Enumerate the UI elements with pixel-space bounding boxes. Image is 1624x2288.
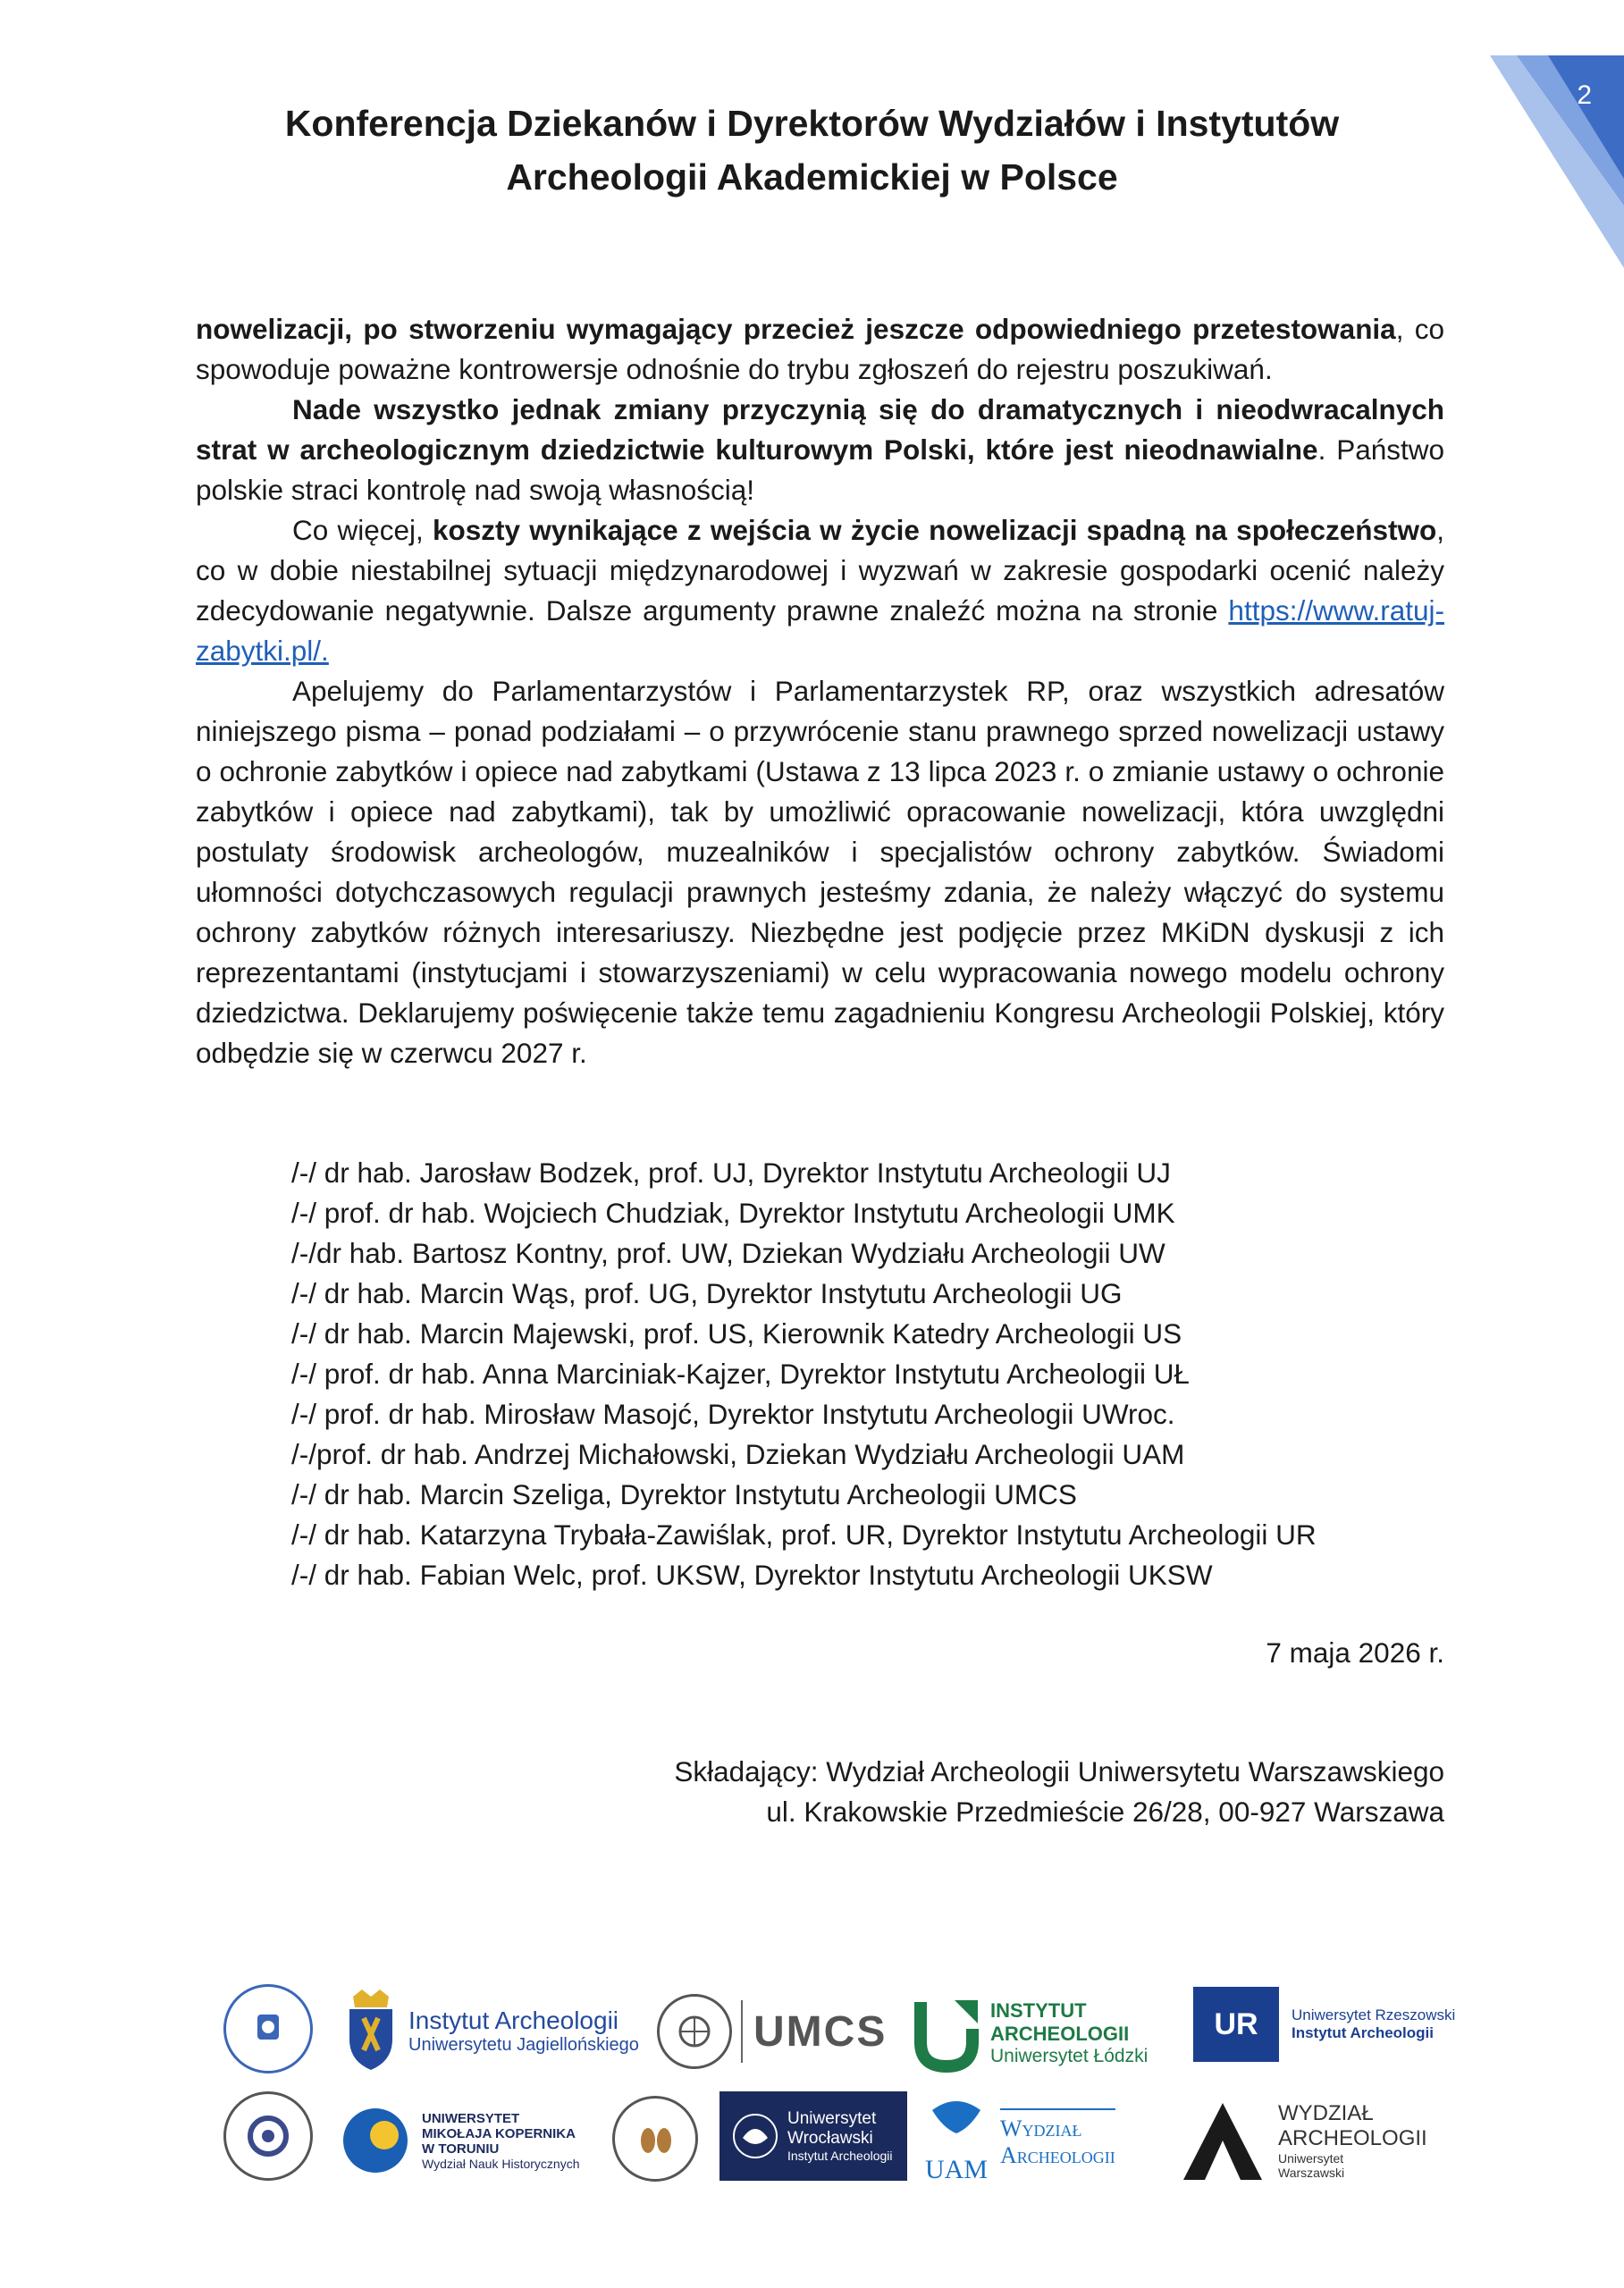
paragraph-1-rest: , co spowoduje poważne kontrowersje odnośnie do trybu zgłoszeń do rejestru poszukiwań. <box>196 313 1444 385</box>
uam-line-1: Wydział <box>1000 2116 1082 2141</box>
umk-line-3: W TORUNIU <box>422 2141 500 2157</box>
submitter-line-1: Składający: Wydział Archeologii Uniwersytetu Warszawskiego <box>674 1755 1444 1788</box>
signature-line: /-/ prof. dr hab. Mirosław Masojć, Dyrektor Instytutu Archeologii UWroc. <box>291 1398 1175 1430</box>
us-seal-icon <box>223 2091 313 2181</box>
page-header <box>0 97 1624 204</box>
paragraph-3-rest: , co w dobie niestabilnej sytuacji międzynarodowej i wyzwań w zakresie gospodarki ocenić należy zdecydowanie negatywnie. Dalsze argumenty prawne znaleźć można na stronie <box>196 514 1444 627</box>
signature-line: /-/ dr hab. Marcin Szeliga, Dyrektor Instytutu Archeologii UMCS <box>291 1478 1077 1510</box>
uw-logo <box>1180 2091 1427 2190</box>
institution-logos <box>215 1984 1466 2199</box>
uam-line-2: Archeologii <box>1000 2142 1115 2168</box>
signature-line: /-/ prof. dr hab. Wojciech Chudziak, Dyrektor Instytutu Archeologii UMK <box>291 1197 1175 1229</box>
umk-line-4: Wydział Nauk Historycznych <box>422 2156 580 2171</box>
paragraph-2-rest: . Państwo polskie straci kontrolę nad swoją własnością! <box>196 433 1445 506</box>
signature-line: /-/ dr hab. Marcin Majewski, prof. US, Kierownik Katedry Archeologii US <box>291 1317 1182 1350</box>
letter-date: 7 maja 2026 r. <box>1266 1636 1444 1669</box>
ukw-seal-icon <box>612 2096 698 2182</box>
uw-line-4: Warszawski <box>1278 2166 1345 2180</box>
paragraph-4: Apelujemy do Parlamentarzystów i Parlamentarzystek RP, oraz wszystkich adresatów niniejszego pisma – ponad podziałami – o przywrócenie stanu prawnego sprzed nowelizacji ustawy o ochronie zabytków i opiece nad zabytkami (Ustawa z 13 lipca 2023 r. o zmianie ustawy o ochronie zabytków i opiece nad zabytkami), tak by umożliwić opracowanie nowelizacji, która uwzględni postulaty środowisk archeologów, muzealników i specjalistów ochrony zabytków. Świadomi ułomności dotychczasowych regulacji prawnych jesteśmy zdania, że należy włączyć do systemu ochrony zabytków różnych interesariuszy. Niezbędne jest podjęcie przez MKiDN dyskusji z ich reprezentantami (instytucjami i stowarzyszeniami) w celu wypracowania nowego modelu ochrony dziedzictwa. Deklarujemy poświęcenie także temu zagadnieniu Kongresu Archeologii Polskiej, który odbędzie się w czerwcu 2027 r. <box>196 675 1444 1069</box>
signature-line: /-/ dr hab. Katarzyna Trybała-Zawiślak, prof. UR, Dyrektor Instytutu Archeologii UR <box>291 1518 1317 1551</box>
umk-sun-icon <box>340 2105 411 2176</box>
paragraph-1 <box>196 309 1444 390</box>
umcs-logo <box>657 1991 887 2072</box>
uwr-line-1: Uniwersytet <box>787 2109 877 2128</box>
lodz-u-icon <box>912 1993 981 2074</box>
paragraph-3-start: Co więcej, <box>292 514 433 546</box>
paragraph-1-bold: nowelizacji, po stworzeniu wymagający przecież jeszcze odpowiedniego przetestowania <box>196 313 1396 345</box>
paragraph-2-bold: Nade wszystko jednak zmiany przyczynią się do dramatycznych i nieodwracalnych strat w archeologicznym dziedzictwie kulturowym Polski, które jest nieodnawialne <box>196 393 1444 466</box>
umcs-title: UMCS <box>753 2007 888 2056</box>
signature-line: /-/ dr hab. Jarosław Bodzek, prof. UJ, Dyrektor Instytutu Archeologii UJ <box>291 1157 1171 1189</box>
svg-text:UAM: UAM <box>925 2155 988 2184</box>
umk-line-1: UNIWERSYTET <box>422 2110 520 2126</box>
letter-body <box>196 309 1444 1073</box>
signature-line: /-/ prof. dr hab. Anna Marciniak-Kajzer, Dyrektor Instytutu Archeologii UŁ <box>291 1358 1190 1390</box>
lodz-line-3: Uniwersytet Łódzki <box>990 2046 1149 2066</box>
uj-title: Instytut Archeologii <box>408 2006 619 2034</box>
umcs-seal-icon <box>657 1994 732 2069</box>
lodz-logo <box>912 1984 1148 2082</box>
umk-line-2: MIKOŁAJA KOPERNIKA <box>422 2125 576 2141</box>
submitter-line-2: ul. Krakowskie Przedmieście 26/28, 00-927 Warszawa <box>766 1796 1444 1828</box>
ur-line-1: Uniwersytet Rzeszowski <box>1292 2006 1456 2023</box>
uam-logo <box>925 2090 1115 2188</box>
lodz-line-1: INSTYTUT <box>990 1999 1087 2022</box>
signature-line: /-/ dr hab. Marcin Wąs, prof. UG, Dyrektor Instytutu Archeologii UG <box>291 1277 1123 1309</box>
header-line-1: Konferencja Dziekanów i Dyrektorów Wydziałów i Instytutów <box>284 103 1340 144</box>
uwr-logo <box>719 2091 907 2181</box>
ug-seal-icon <box>223 1984 313 2074</box>
uw-a-icon <box>1180 2098 1266 2183</box>
ur-line-2: Instytut Archeologii <box>1292 2024 1434 2041</box>
signature-line: /-/dr hab. Bartosz Kontny, prof. UW, Dziekan Wydziału Archeologii UW <box>291 1237 1165 1269</box>
submitter-block <box>674 1752 1444 1832</box>
uw-line-3: Uniwersytet <box>1278 2151 1344 2166</box>
uj-subtitle: Uniwersytetu Jagiellońskiego <box>408 2034 639 2055</box>
header-line-2: Archeologii Akademickiej w Polsce <box>506 156 1118 198</box>
uwr-eagle-icon <box>730 2111 780 2161</box>
uam-eagle-icon <box>925 2092 988 2185</box>
uwr-line-3: Instytut Archeologii <box>787 2149 893 2163</box>
uwr-line-2: Wrocławski <box>787 2129 873 2148</box>
ur-emblem-icon: UR <box>1193 1987 1279 2062</box>
signature-list <box>291 1153 1453 1595</box>
ratuj-zabytki-link[interactable]: https://www.ratuj-zabytki.pl/. <box>196 594 1444 667</box>
paragraph-2 <box>196 390 1444 510</box>
paragraph-3 <box>196 510 1444 671</box>
uw-line-2: ARCHEOLOGII <box>1278 2126 1427 2150</box>
paragraph-3-bold: koszty wynikające z wejścia w życie nowelizacji spadną na społeczeństwo <box>433 514 1437 546</box>
page-number: 2 <box>1577 80 1592 110</box>
uj-crest-icon <box>344 1988 398 2074</box>
uj-logo <box>344 1986 639 2075</box>
ur-logo <box>1193 1984 1455 2065</box>
uw-line-1: WYDZIAŁ <box>1278 2101 1374 2125</box>
signature-line: /-/prof. dr hab. Andrzej Michałowski, Dziekan Wydziału Archeologii UAM <box>291 1438 1185 1470</box>
lodz-line-2: ARCHEOLOGII <box>990 2023 1130 2045</box>
umk-logo <box>340 2096 579 2185</box>
signature-line: /-/ dr hab. Fabian Welc, prof. UKSW, Dyrektor Instytutu Archeologii UKSW <box>291 1559 1213 1591</box>
